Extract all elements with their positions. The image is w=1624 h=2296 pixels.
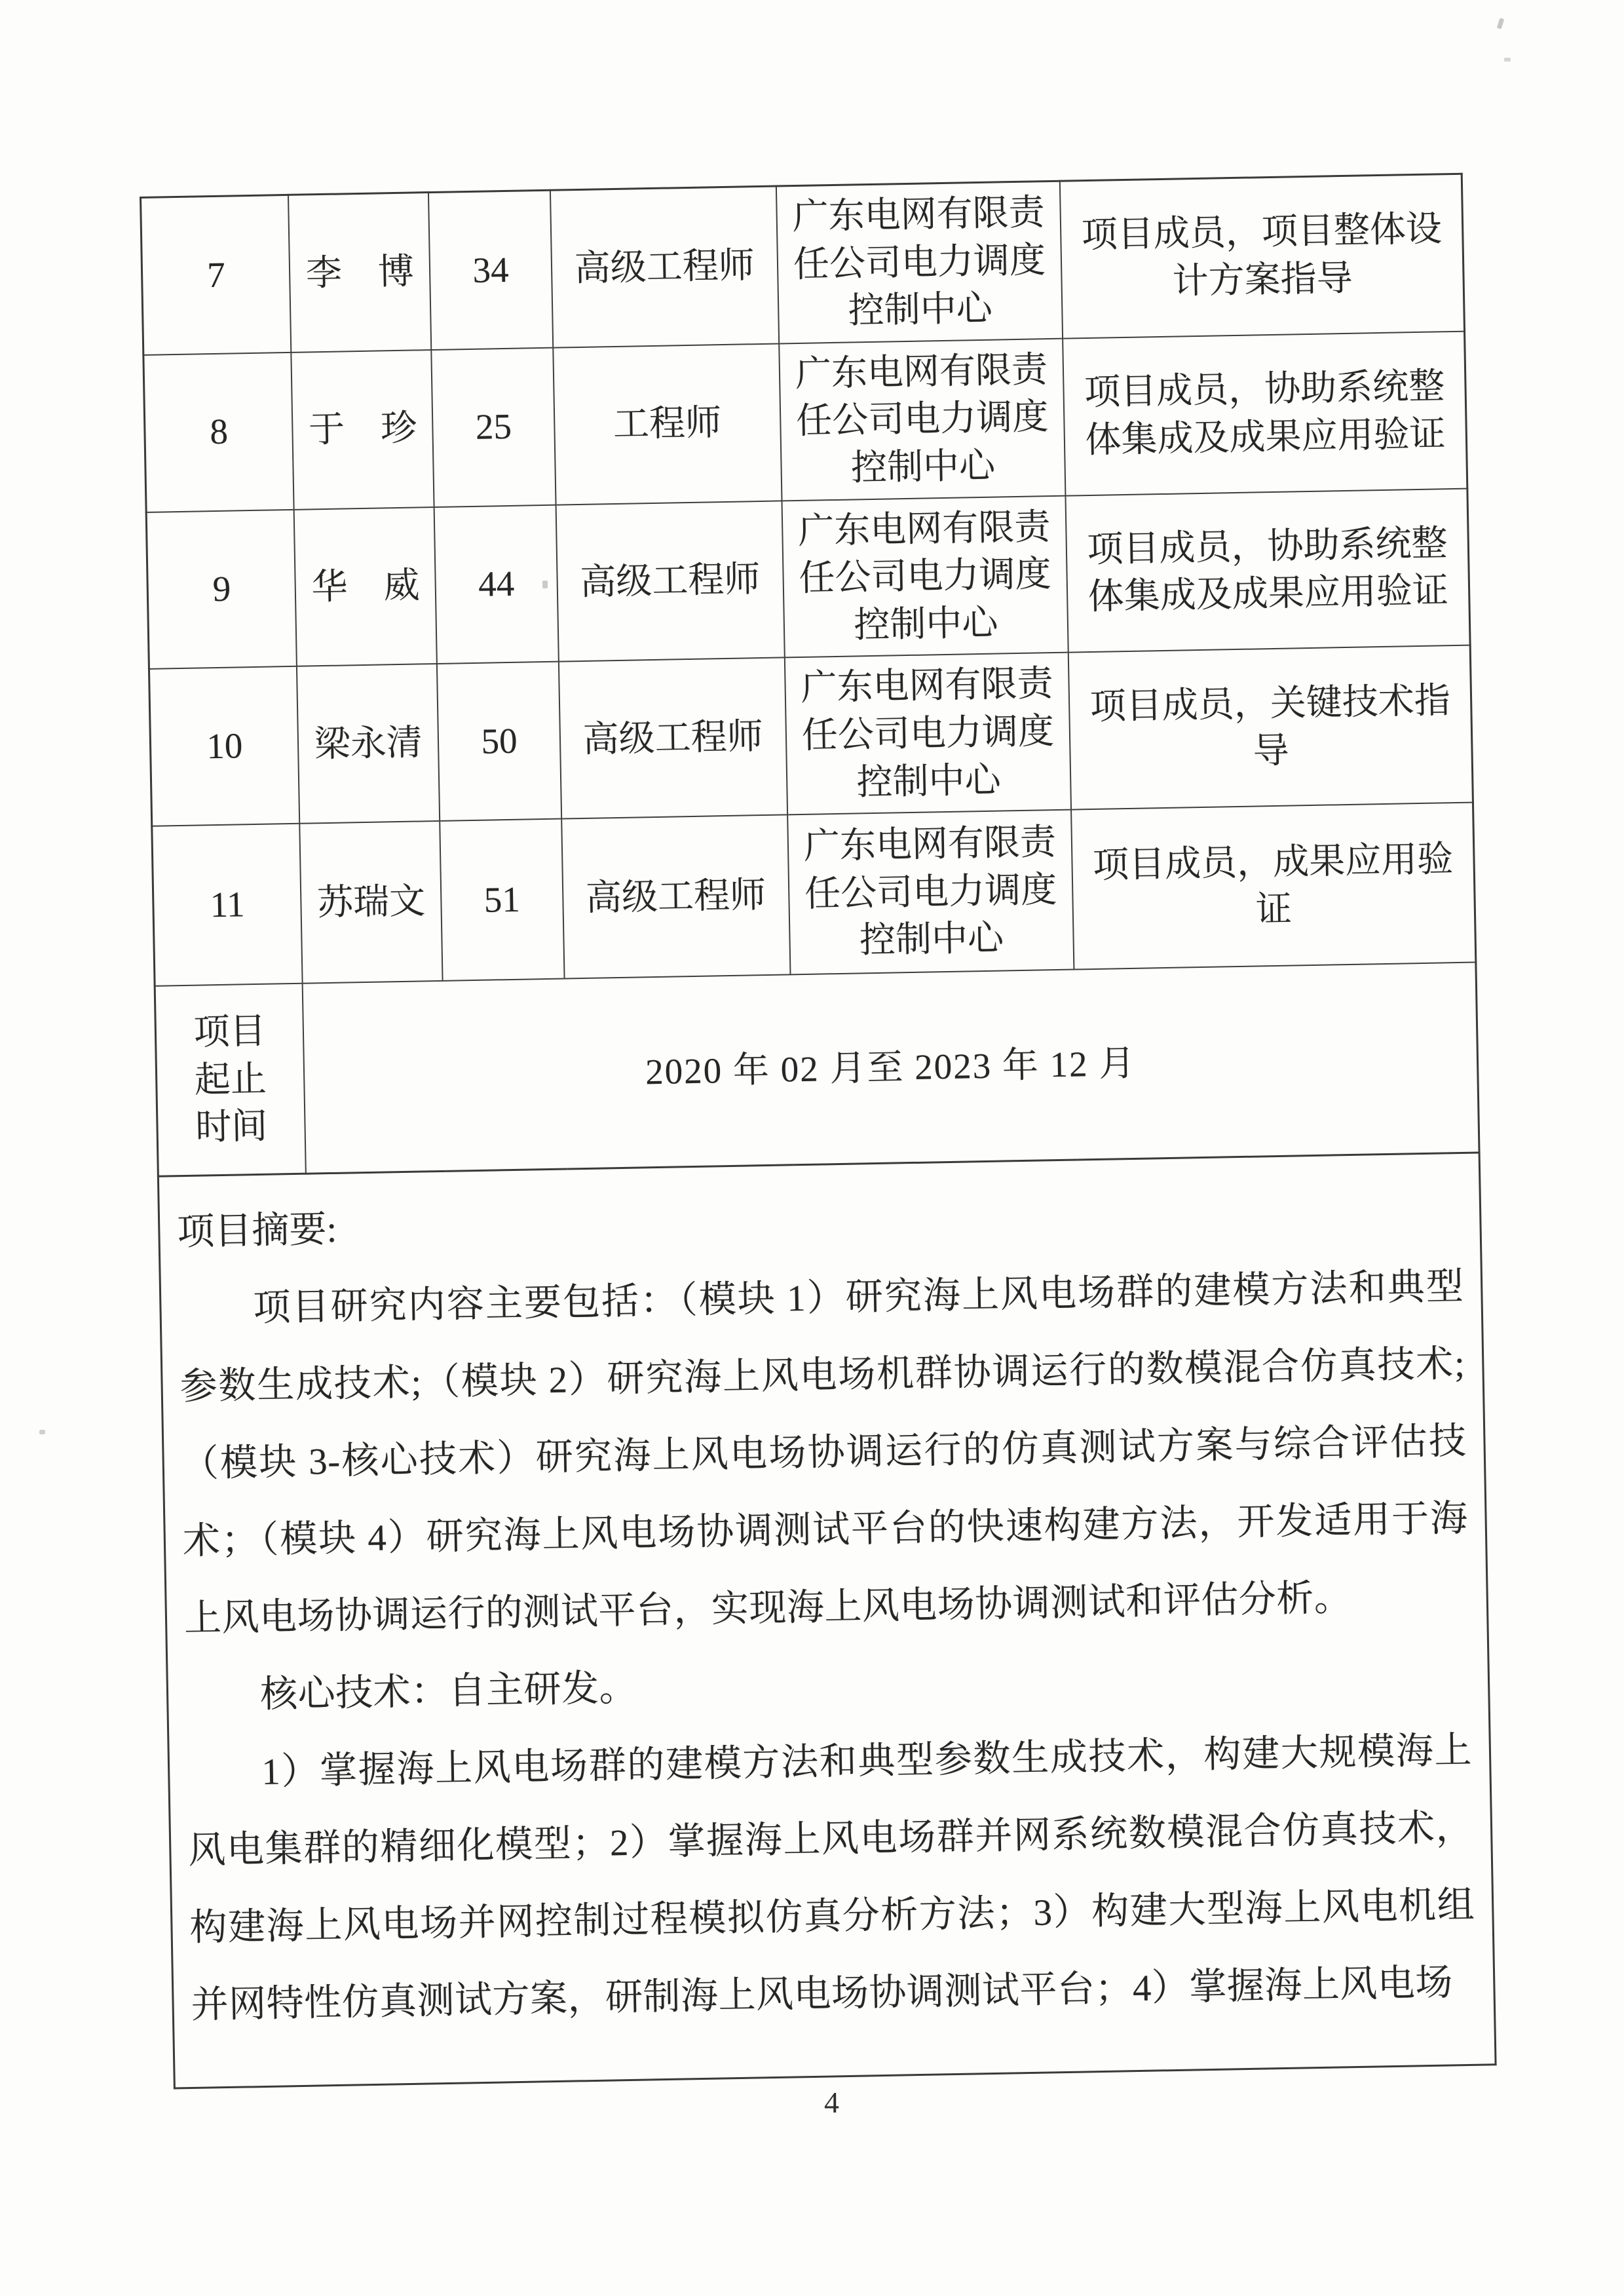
member-org: 广东电网有限责任公司电力调度控制中心 <box>782 495 1068 658</box>
project-summary-heading: 项目摘要: <box>176 1208 337 1253</box>
summary-paragraph-achievements: 1）掌握海上风电场群的建模方法和典型参数生成技术，构建大规模海上风电集群的精细化模型；2）掌握海上风电场群并网系统数模混合仿真技术，构建海上风电场并网控制过程模拟仿真分析方法；3）构建大型海上风电机组并网特性仿真测试方案，研制海上风电场协调测试平台；4）掌握海上风电场 <box>187 1729 1475 2026</box>
member-org: 广东电网有限责任公司电力调度控制中心 <box>787 810 1074 975</box>
member-name: 华 威 <box>294 507 437 667</box>
member-org: 广东电网有限责任公司电力调度控制中心 <box>776 181 1063 343</box>
scanned-document-sheet <box>140 173 1497 2089</box>
scan-artifact <box>1497 18 1505 29</box>
member-org: 广东电网有限责任公司电力调度控制中心 <box>779 338 1066 501</box>
member-duty: 项目成员，关键技术指导 <box>1068 645 1473 810</box>
summary-paragraph-core-tech: 核心技术：自主研发。 <box>259 1667 637 1715</box>
member-duty: 项目成员，项目整体设计方案指导 <box>1060 174 1464 338</box>
member-age: 50 <box>437 662 561 821</box>
member-row <box>146 488 1470 669</box>
member-no: 7 <box>141 195 292 354</box>
member-row <box>143 331 1467 512</box>
member-duty: 项目成员，成果应用验证 <box>1071 803 1475 970</box>
project-summary-section <box>157 1153 1497 2089</box>
member-row <box>152 803 1476 986</box>
member-age: 44 <box>434 505 559 664</box>
member-age: 25 <box>431 347 556 507</box>
member-title: 高级工程师 <box>550 186 779 347</box>
member-name: 李 博 <box>288 193 431 353</box>
member-name: 苏瑞文 <box>300 821 443 984</box>
member-title: 工程师 <box>553 343 782 505</box>
scan-artifact <box>1504 58 1511 62</box>
member-title: 高级工程师 <box>561 815 790 979</box>
project-duration-value: 2020 年 02 月至 2023 年 12 月 <box>303 963 1479 1174</box>
scan-artifact <box>39 1430 45 1434</box>
member-no: 9 <box>146 509 297 669</box>
member-duty: 项目成员，协助系统整体集成及成果应用验证 <box>1063 331 1467 495</box>
member-row <box>149 645 1473 826</box>
member-no: 10 <box>149 666 299 826</box>
member-no: 8 <box>143 353 294 512</box>
project-duration-row <box>155 963 1479 1176</box>
page-number: 4 <box>824 2086 839 2119</box>
member-age: 34 <box>428 190 553 350</box>
project-members-table <box>140 173 1481 1177</box>
member-org: 广东电网有限责任公司电力调度控制中心 <box>784 653 1071 815</box>
project-duration-label: 项目 起止 时间 <box>155 984 306 1176</box>
member-name: 于 珍 <box>292 350 434 510</box>
member-row <box>141 174 1465 354</box>
summary-paragraph-research: 项目研究内容主要包括：（模块 1）研究海上风电场群的建模方法和典型参数生成技术;（模块 2）研究海上风电场机群协调运行的数模混合仿真技术;（模块 3-核心技术）研究海上风电场协调运行的仿真测试方案与综合评估技术；（模块 4）研究海上风电场协调测试平台的快速构建方法，开发适用于海上风电场协调运行的测试平台，实现海上风电场协调测试和评估分析。 <box>179 1265 1469 1639</box>
member-title: 高级工程师 <box>559 658 787 819</box>
member-duty: 项目成员，协助系统整体集成及成果应用验证 <box>1066 488 1470 653</box>
member-age: 51 <box>440 819 564 981</box>
member-name: 梁永清 <box>297 664 440 824</box>
member-no: 11 <box>152 824 303 986</box>
member-title: 高级工程师 <box>556 501 784 662</box>
